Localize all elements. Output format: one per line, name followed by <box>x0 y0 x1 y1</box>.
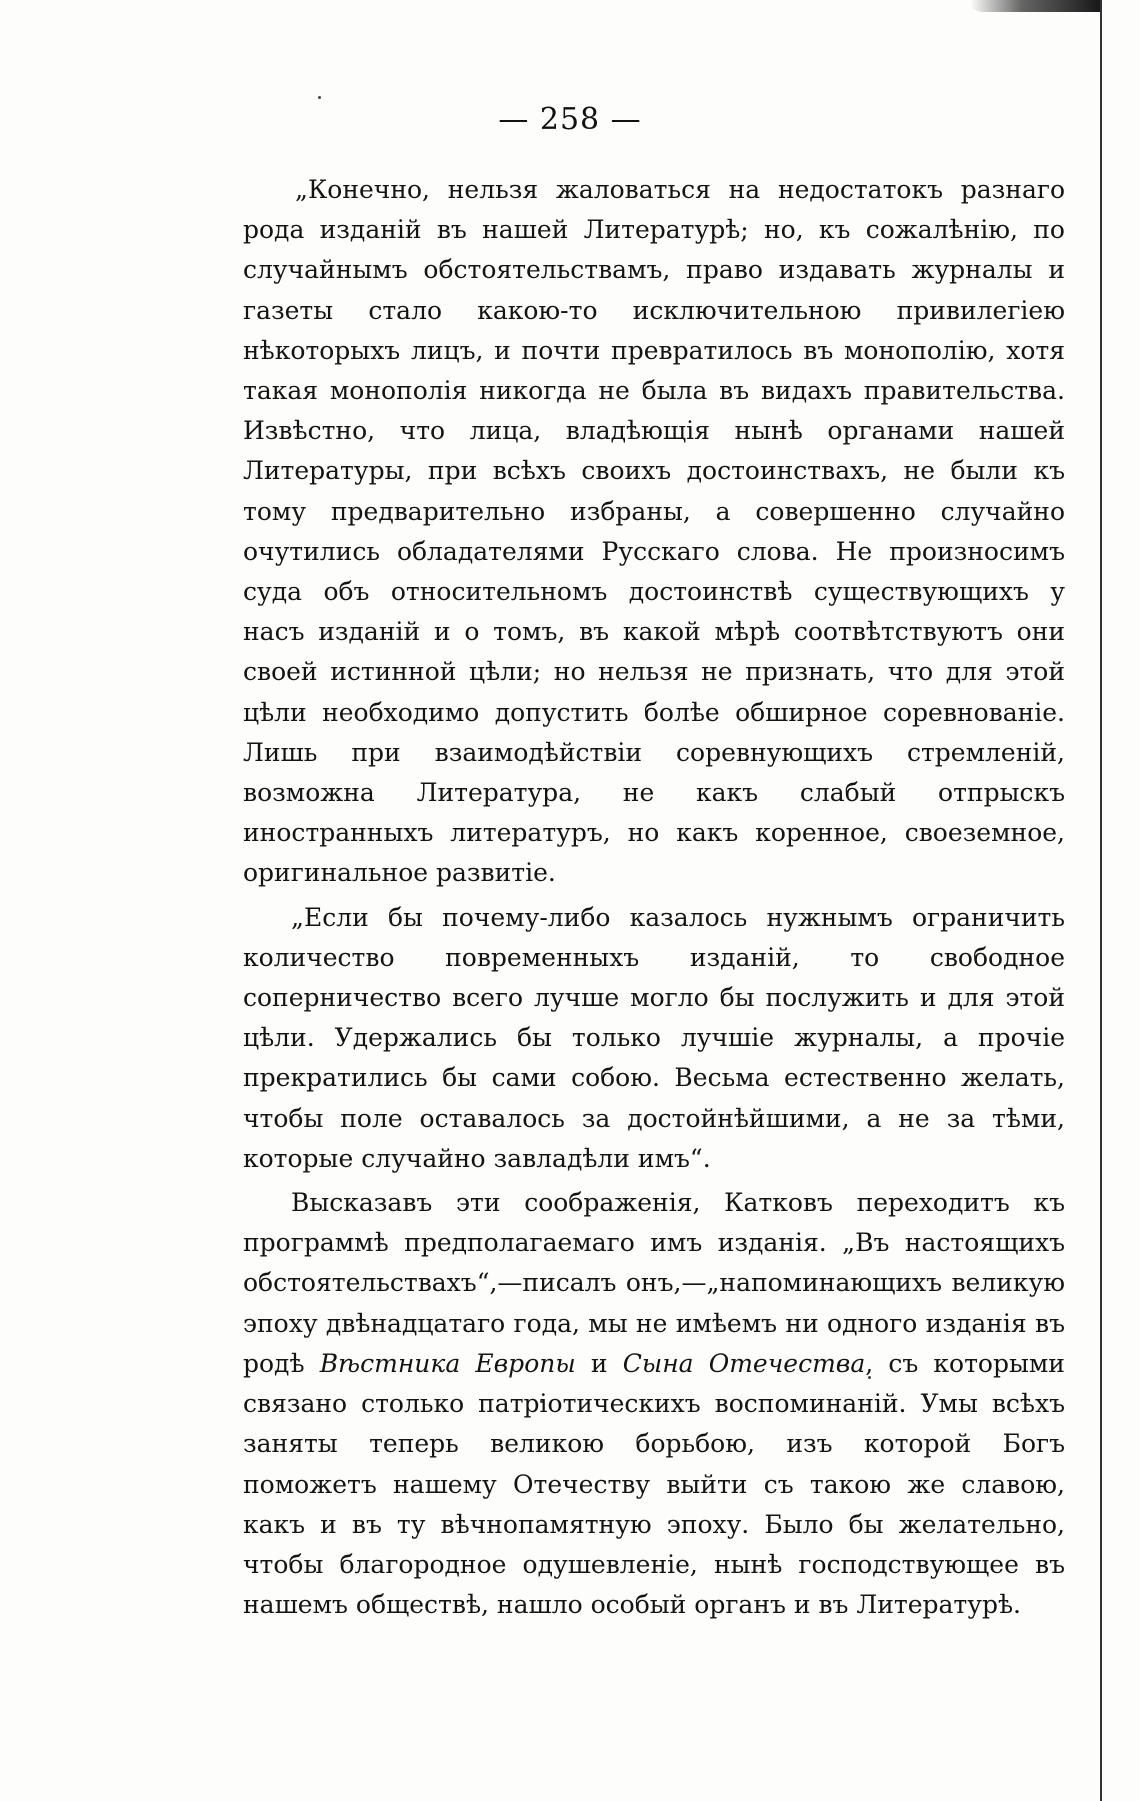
scan-edge-mark <box>970 0 1100 12</box>
paragraph <box>243 1183 1065 1625</box>
paragraph-text: и <box>575 1348 623 1378</box>
page-edge-line <box>1100 0 1102 1801</box>
paragraph-text: , съ которыми связано столько патріотическихъ воспоминаній. Умы всѣхъ заняты теперь великою борьбою, изъ которой Богъ поможетъ нашему Отечеству выйти съ такою же славою, какъ и въ ту вѣчнопамятную эпоху. Было бы желательно, чтобы благородное одушевленіе, нынѣ господствующее въ нашемъ обществѣ, нашло особый органъ и въ Литературѣ. <box>243 1348 1065 1620</box>
speck <box>318 96 321 99</box>
italic-title-text: Вѣстника Европы <box>319 1348 576 1378</box>
italic-title-text: Сына Отечества <box>622 1348 866 1378</box>
paragraph-text: „Если бы почему-либо казалось нужнымъ ограничить количество повременныхъ изданій, то свободное соперничество всего лучше могло бы послужить и для этой цѣли. Удержались бы только лучшіе журналы, а прочіе прекратились бы сами собою. Весьма естественно желать, чтобы поле оставалось за достойнѣйшими, а не за тѣми, которые случайно завладѣли имъ“. <box>243 902 1065 1173</box>
paragraph-text: „Конечно, нельзя жаловаться на недостатокъ разнаго рода изданій въ нашей Литературѣ; но, къ сожалѣнію, по случайнымъ обстоятельствамъ, право издавать журналы и газеты стало какою-то исключительною привилегіею нѣкоторыхъ лицъ, и почти превратилось въ монополію, хотя такая монополія никогда не была въ видахъ правительства. Извѣстно, что лица, владѣющія нынѣ органами нашей Литературы, при всѣхъ своихъ достоинствахъ, не были къ тому предварительно избраны, а совершенно случайно очутились обладателями Русскаго слова. Не произносимъ суда объ относительномъ достоинствѣ существующихъ у насъ изданій и о томъ, въ какой мѣрѣ соотвѣтствуютъ они своей истинной цѣли; но нельзя не признать, что для этой цѣли необходимо допустить болѣе обширное соревнованіе. Лишь при взаимодѣйствіи соревнующихъ стремленій, возможна Литература, не какъ слабый отпрыскъ иностранныхъ литературъ, но какъ коренное, своеземное, оригинальное развитіе. <box>243 175 1065 888</box>
paragraph <box>243 170 1065 894</box>
paragraph-text: Высказавъ эти соображенія, Катковъ переходитъ къ программѣ предполагаемаго имъ изданія. „Въ настоящихъ обстоятельствахъ“,—писалъ онъ,—„напоминающихъ великую эпоху двѣнадцатаго года, мы не имѣемъ ни одного изданія въ родѣ <box>243 1188 1065 1378</box>
body-text <box>243 170 1065 1629</box>
paragraph <box>243 898 1065 1179</box>
page-number: — 258 — <box>498 102 642 137</box>
